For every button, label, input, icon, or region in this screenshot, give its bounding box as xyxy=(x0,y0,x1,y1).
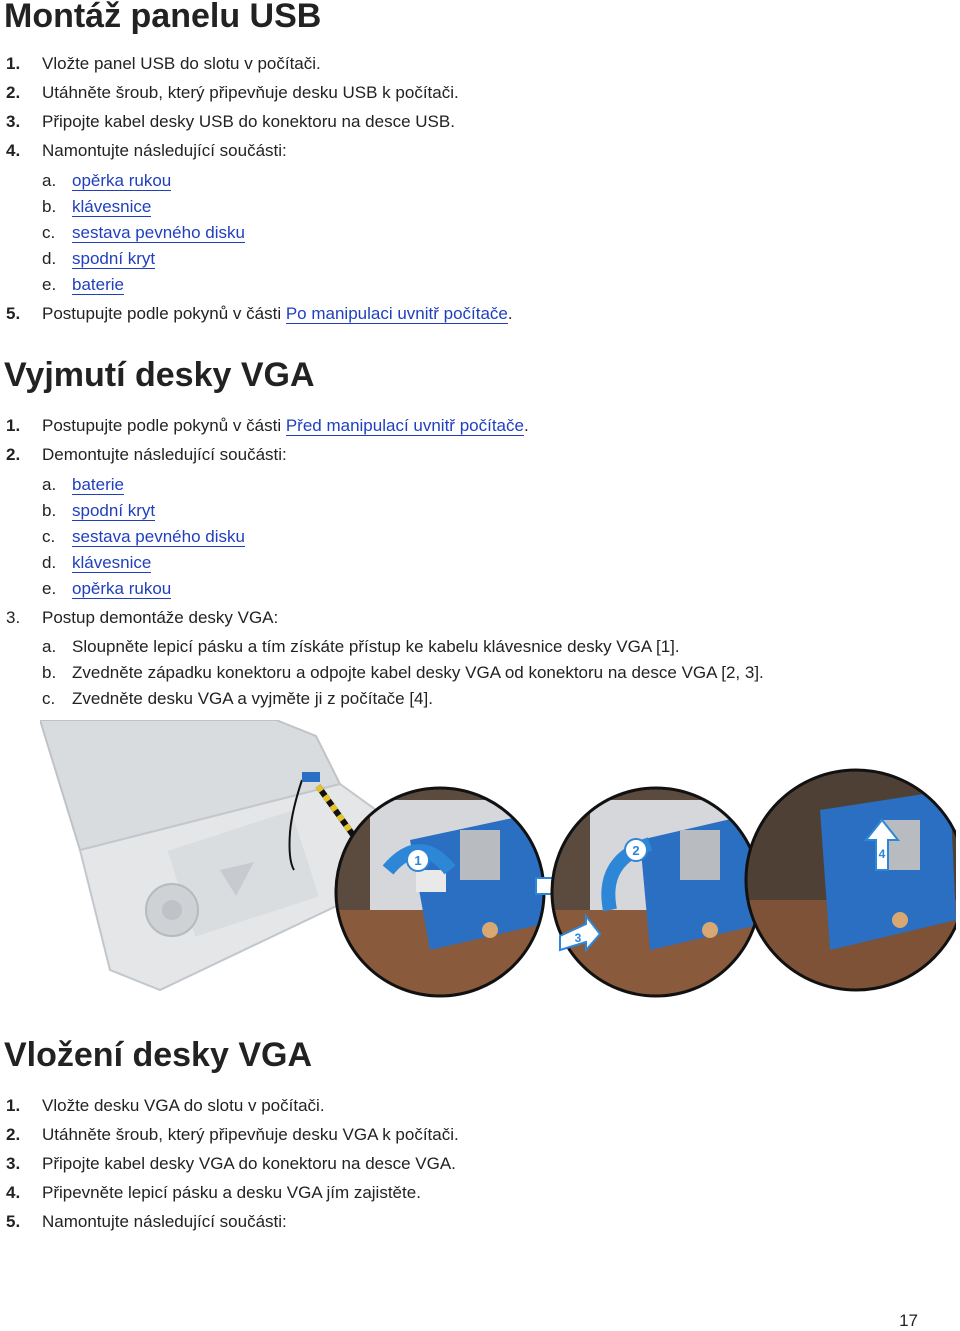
substep-text: Zvedněte západku konektoru a odpojte kabel desky VGA od konektoru na desce VGA [2, 3]. xyxy=(72,663,764,682)
link-palmrest[interactable]: opěrka rukou xyxy=(72,171,172,190)
period: . xyxy=(523,416,529,435)
substep-letter: d. xyxy=(42,553,57,572)
substep-letter: d. xyxy=(42,249,57,268)
period: . xyxy=(507,304,513,323)
step-number: 2. xyxy=(6,1125,21,1144)
substep-text: Sloupněte lepicí pásku a tím získáte přístup ke kabelu klávesnice desky VGA [1]. xyxy=(72,637,680,656)
substep-letter: b. xyxy=(42,663,57,682)
step-number: 4. xyxy=(6,141,21,160)
step-number: 3. xyxy=(6,1154,21,1173)
link-palmrest[interactable]: opěrka rukou xyxy=(72,579,172,598)
link-after-working[interactable]: Po manipulaci uvnitř počítače xyxy=(285,304,508,323)
vga-removal-illustration xyxy=(40,720,956,1000)
step-text: Namontujte následující součásti: xyxy=(42,141,287,160)
substep-letter: e. xyxy=(42,579,57,598)
step-number: 5. xyxy=(6,1212,21,1231)
substep-letter: b. xyxy=(42,197,57,216)
link-before-working[interactable]: Před manipulací uvnitř počítače xyxy=(285,416,524,435)
step-number: 1. xyxy=(6,1096,21,1115)
substep-letter: e. xyxy=(42,275,57,294)
substep-letter: b. xyxy=(42,501,57,520)
detail-circle-3 xyxy=(740,760,956,1000)
section-heading-vga-install: Vložení desky VGA xyxy=(4,1036,312,1074)
callout-label: 1 xyxy=(414,853,422,868)
callout-label: 4 xyxy=(878,847,886,861)
step-number: 1. xyxy=(6,54,21,73)
step-text: Utáhněte šroub, který připevňuje desku VGA k počítači. xyxy=(42,1125,459,1144)
link-base-cover[interactable]: spodní kryt xyxy=(72,501,156,520)
link-keyboard[interactable]: klávesnice xyxy=(72,553,152,572)
step-number: 4. xyxy=(6,1183,21,1202)
detail-circle-2 xyxy=(546,780,780,1000)
step-number: 1. xyxy=(6,416,21,435)
link-hard-drive[interactable]: sestava pevného disku xyxy=(72,223,245,242)
callout-label: 2 xyxy=(632,843,640,858)
step-text: Postupujte podle pokynů v části xyxy=(42,416,286,435)
step-text: Utáhněte šroub, který připevňuje desku USB k počítači. xyxy=(42,83,459,102)
substep-text: Zvedněte desku VGA a vyjměte ji z počítače [4]. xyxy=(72,689,433,708)
link-keyboard[interactable]: klávesnice xyxy=(72,197,152,216)
substep-letter: c. xyxy=(42,223,56,242)
substep-letter: a. xyxy=(42,171,57,190)
link-hard-drive[interactable]: sestava pevného disku xyxy=(72,527,245,546)
step-text: Demontujte následující součásti: xyxy=(42,445,287,464)
step-text: Vložte panel USB do slotu v počítači. xyxy=(42,54,321,73)
laptop-illustration xyxy=(40,720,390,990)
link-battery[interactable]: baterie xyxy=(72,275,124,294)
step-text: Postup demontáže desky VGA: xyxy=(42,608,279,627)
section-heading-vga-remove: Vyjmutí desky VGA xyxy=(4,356,315,394)
step-number: 3. xyxy=(6,112,21,131)
step-text: Připevněte lepicí pásku a desku VGA jím zajistěte. xyxy=(42,1183,421,1202)
step-text: Připojte kabel desky VGA do konektoru na desce VGA. xyxy=(42,1154,456,1173)
step-number: 2. xyxy=(6,83,21,102)
page-number: 17 xyxy=(899,1311,918,1330)
step-text: Připojte kabel desky USB do konektoru na desce USB. xyxy=(42,112,455,131)
section-heading-usb-install: Montáž panelu USB xyxy=(4,0,322,35)
step-number: 2. xyxy=(6,445,21,464)
step-number: 3. xyxy=(6,608,21,627)
link-base-cover[interactable]: spodní kryt xyxy=(72,249,156,268)
substep-letter: c. xyxy=(42,527,56,546)
substep-letter: a. xyxy=(42,475,57,494)
step-number: 5. xyxy=(6,304,21,323)
substep-letter: c. xyxy=(42,689,56,708)
substep-letter: a. xyxy=(42,637,57,656)
callout-label: 3 xyxy=(574,931,582,945)
vga-removal-figure xyxy=(40,720,956,1000)
link-battery[interactable]: baterie xyxy=(72,475,124,494)
step-text: Vložte desku VGA do slotu v počítači. xyxy=(42,1096,325,1115)
step-text: Postupujte podle pokynů v části xyxy=(42,304,286,323)
step-text: Namontujte následující součásti: xyxy=(42,1212,287,1231)
